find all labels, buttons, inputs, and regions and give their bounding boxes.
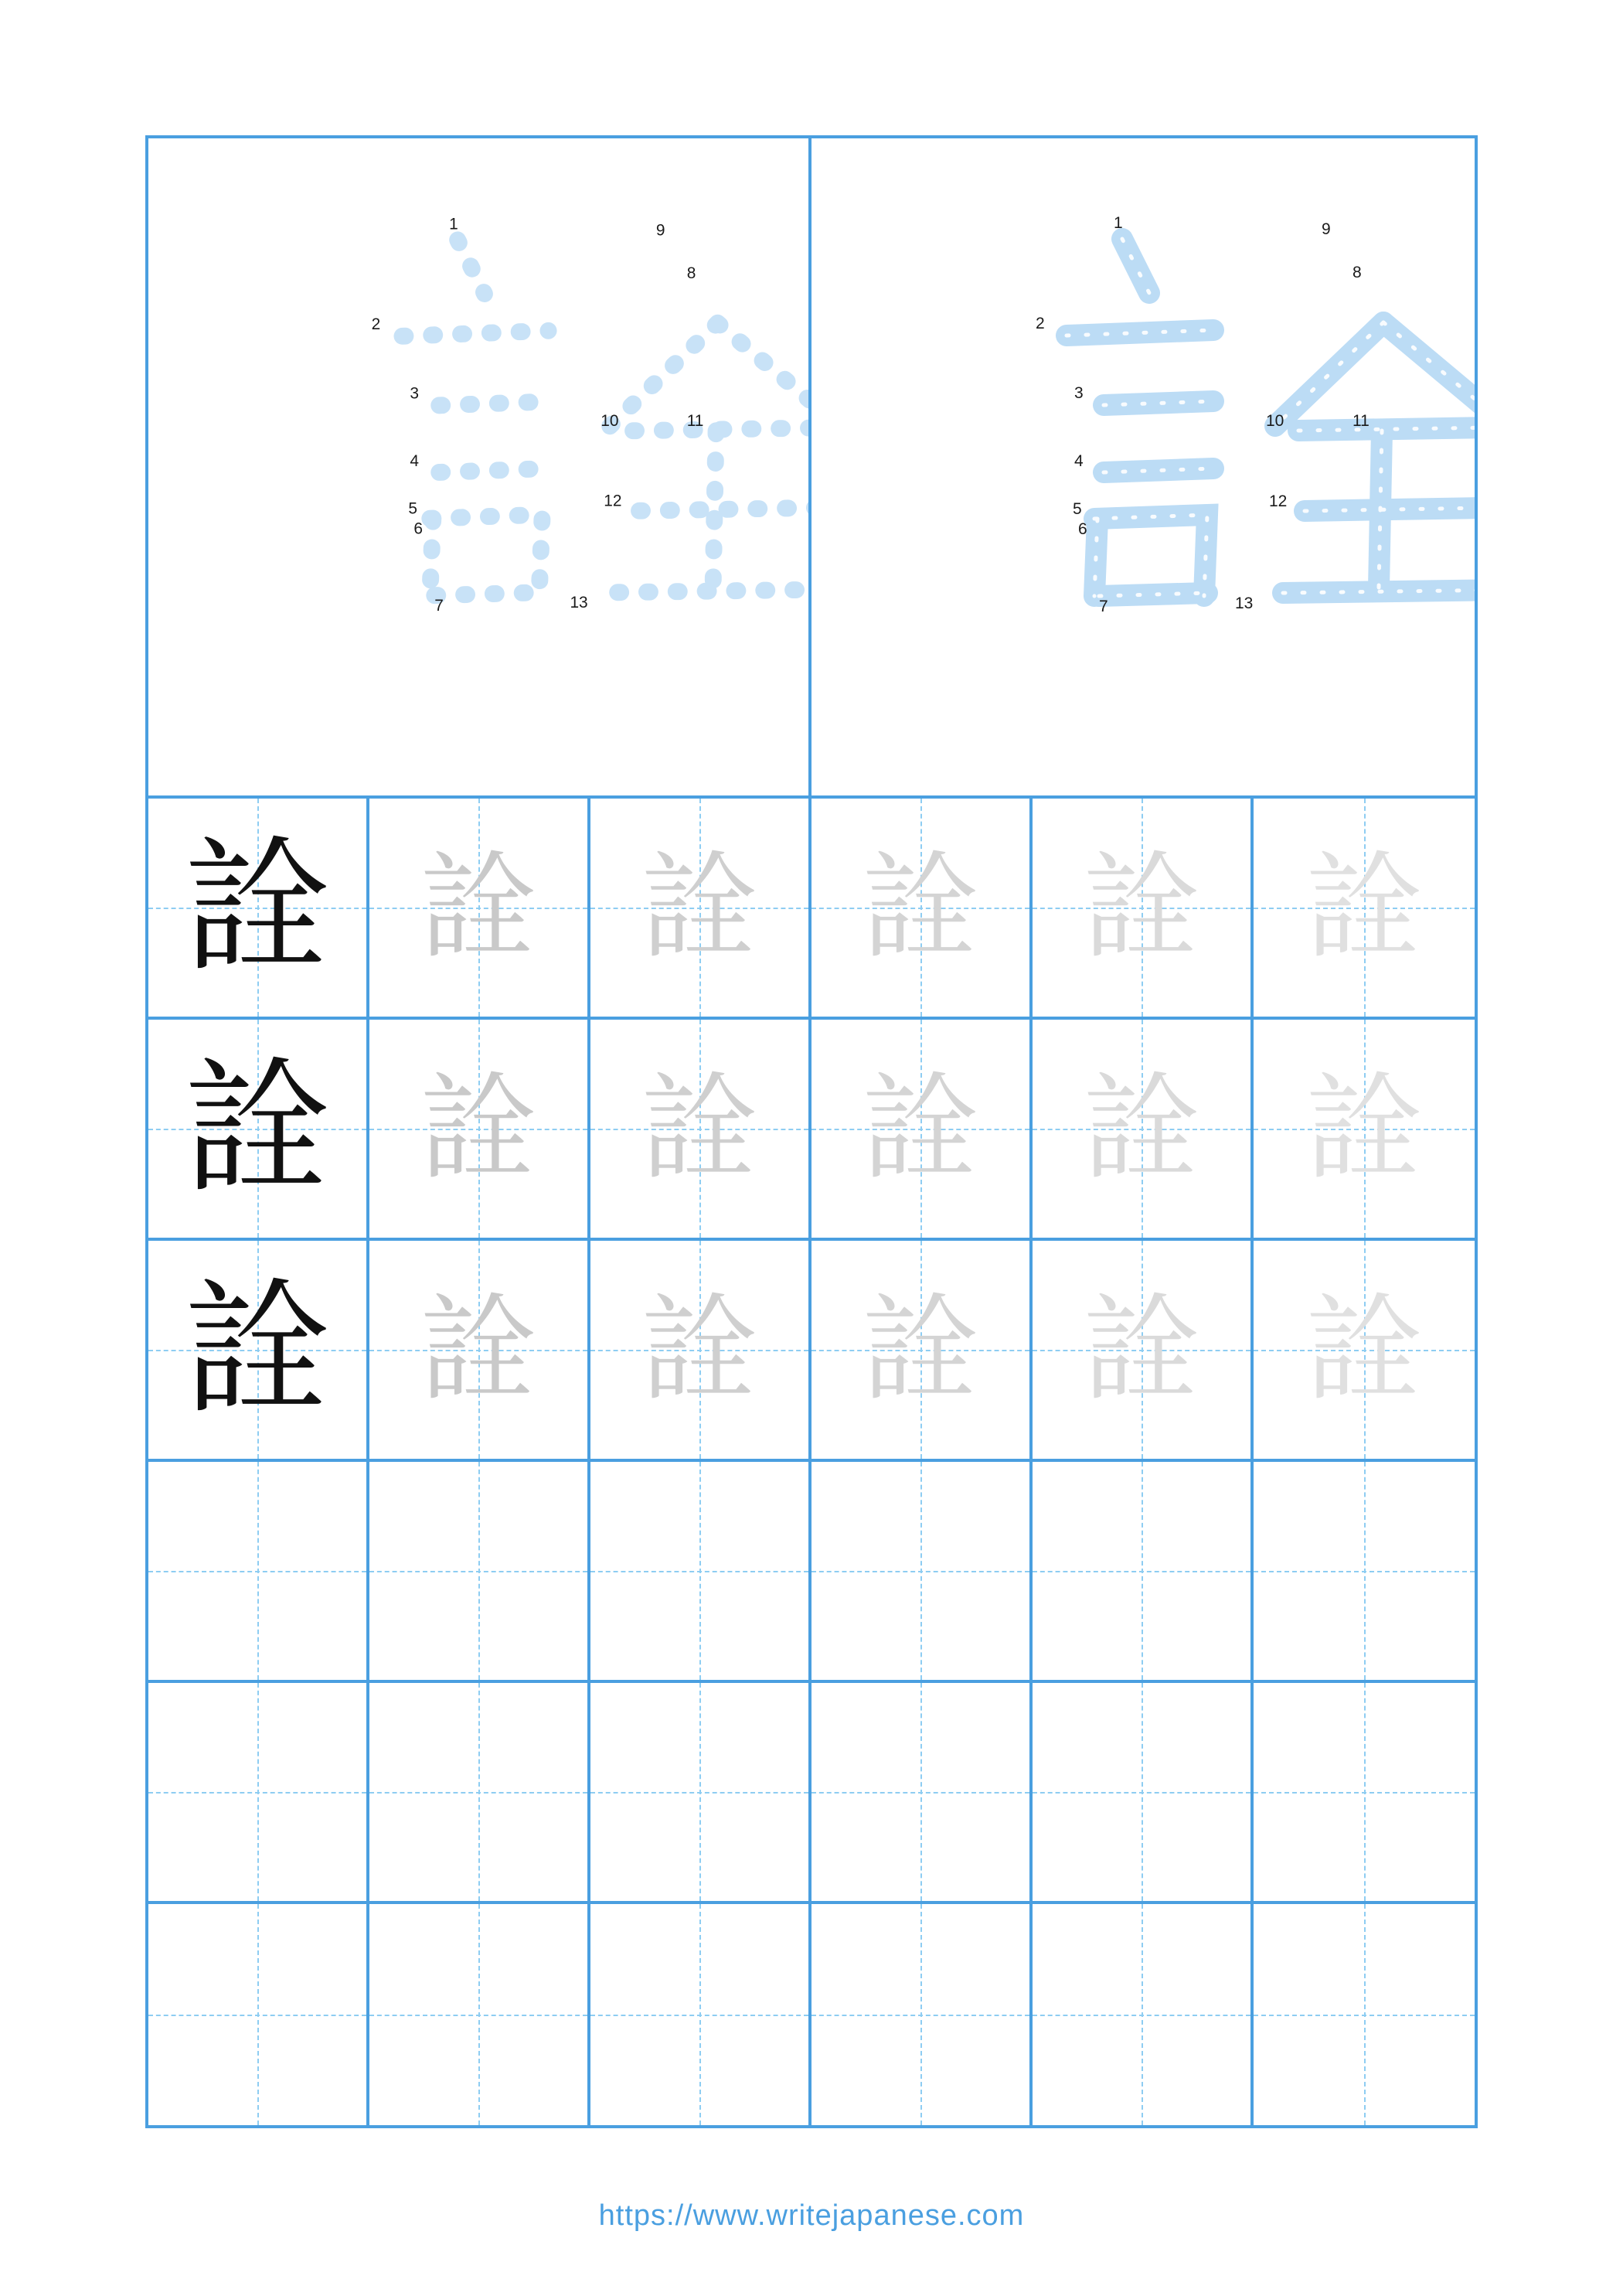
stroke-number: 10 <box>601 412 619 431</box>
guide-vertical <box>920 1462 922 1680</box>
guide-vertical <box>478 1683 480 1901</box>
practice-cell-trace[interactable] <box>369 1020 590 1238</box>
trace-character: 詮 <box>641 840 757 975</box>
stroke-number: 1 <box>1114 214 1123 232</box>
trace-character: 詮 <box>1305 1061 1422 1196</box>
stroke-number: 7 <box>434 597 444 615</box>
practice-row-5 <box>148 1683 1475 1904</box>
practice-cell-trace[interactable] <box>1033 799 1254 1017</box>
stroke-number: 13 <box>570 594 588 612</box>
model-character: 詮 <box>185 1044 330 1213</box>
guide-vertical <box>257 1683 259 1901</box>
stroke-number: 12 <box>604 492 622 510</box>
stroke-number: 7 <box>1099 598 1108 615</box>
practice-cell-model[interactable] <box>148 1241 369 1459</box>
practice-cell-trace[interactable] <box>1033 1020 1254 1238</box>
practice-row-3 <box>148 1241 1475 1462</box>
guide-vertical <box>1364 1462 1366 1680</box>
practice-cell-trace[interactable] <box>590 799 812 1017</box>
stroke-number: 4 <box>410 452 420 471</box>
practice-row-2 <box>148 1020 1475 1241</box>
practice-row-4 <box>148 1462 1475 1683</box>
guide-vertical <box>1142 1683 1143 1901</box>
trace-character: 詮 <box>641 1283 757 1417</box>
guide-horizontal <box>590 1571 808 1572</box>
practice-cell-empty[interactable] <box>369 1904 590 2125</box>
stroke-order-solid-cell <box>812 138 1475 795</box>
stroke-number: 5 <box>1073 500 1082 518</box>
guide-horizontal <box>812 1792 1029 1794</box>
stroke-order-solid-diagram <box>812 138 1475 795</box>
worksheet-sheet <box>145 135 1478 2172</box>
stroke-order-demo-row <box>145 135 1478 799</box>
guide-horizontal <box>369 1571 587 1572</box>
stroke-number: 10 <box>1266 412 1284 430</box>
guide-horizontal <box>148 1792 366 1794</box>
trace-character: 詮 <box>862 1283 978 1417</box>
guide-vertical <box>699 1683 701 1901</box>
stroke-number: 2 <box>1036 315 1045 332</box>
practice-row-1 <box>148 799 1475 1020</box>
guide-vertical <box>478 1904 480 2125</box>
stroke-number: 9 <box>1322 220 1331 238</box>
practice-grid <box>145 799 1478 2128</box>
trace-character: 詮 <box>420 840 536 975</box>
practice-cell-empty[interactable] <box>590 1683 812 1901</box>
practice-cell-model[interactable] <box>148 1020 369 1238</box>
trace-character: 詮 <box>1083 1061 1199 1196</box>
guide-horizontal <box>369 1792 587 1794</box>
practice-cell-empty[interactable] <box>1033 1904 1254 2125</box>
stroke-number: 1 <box>449 215 458 233</box>
practice-cell-trace[interactable] <box>1254 1241 1475 1459</box>
model-character: 詮 <box>185 823 330 992</box>
guide-horizontal <box>812 1571 1029 1572</box>
stroke-number: 3 <box>410 384 420 403</box>
trace-character: 詮 <box>1305 1283 1422 1417</box>
practice-cell-trace[interactable] <box>369 799 590 1017</box>
practice-cell-trace[interactable] <box>1033 1241 1254 1459</box>
trace-character: 詮 <box>862 1061 978 1196</box>
practice-cell-empty[interactable] <box>148 1683 369 1901</box>
guide-horizontal <box>590 1792 808 1794</box>
guide-horizontal <box>1033 2015 1250 2016</box>
stroke-number: 9 <box>655 221 665 240</box>
guide-vertical <box>1142 1904 1143 2125</box>
practice-cell-empty[interactable] <box>369 1462 590 1680</box>
guide-vertical <box>699 1462 701 1680</box>
practice-cell-model[interactable] <box>148 799 369 1017</box>
guide-horizontal <box>812 2015 1029 2016</box>
guide-horizontal <box>1254 1571 1475 1572</box>
trace-character: 詮 <box>1083 1283 1199 1417</box>
practice-cell-trace[interactable] <box>590 1020 812 1238</box>
stroke-order-dotted-cell <box>148 138 812 795</box>
guide-vertical <box>1364 1683 1366 1901</box>
guide-vertical <box>1364 1904 1366 2125</box>
guide-horizontal <box>1033 1792 1250 1794</box>
trace-character: 詮 <box>420 1061 536 1196</box>
practice-cell-empty[interactable] <box>812 1683 1033 1901</box>
footer-url[interactable]: https://www.writejapanese.com <box>598 2199 1025 2232</box>
guide-vertical <box>920 1904 922 2125</box>
stroke-number: 5 <box>408 499 418 518</box>
guide-vertical <box>478 1462 480 1680</box>
trace-character: 詮 <box>1083 840 1199 975</box>
guide-vertical <box>257 1462 259 1680</box>
practice-cell-trace[interactable] <box>812 799 1033 1017</box>
stroke-number: 11 <box>686 412 704 431</box>
guide-horizontal <box>148 1571 366 1572</box>
stroke-number: 13 <box>1235 594 1254 612</box>
guide-horizontal <box>1033 1571 1250 1572</box>
stroke-number: 6 <box>413 519 424 538</box>
practice-cell-trace[interactable] <box>1254 1020 1475 1238</box>
practice-cell-empty[interactable] <box>590 1462 812 1680</box>
trace-character: 詮 <box>862 840 978 975</box>
practice-cell-trace[interactable] <box>369 1241 590 1459</box>
practice-cell-trace[interactable] <box>812 1020 1033 1238</box>
stroke-order-dotted-diagram <box>148 138 808 795</box>
trace-character: 詮 <box>641 1061 757 1196</box>
practice-cell-empty[interactable] <box>590 1904 812 2125</box>
practice-row-6 <box>148 1904 1475 2125</box>
trace-character: 詮 <box>1305 840 1422 975</box>
practice-cell-empty[interactable] <box>148 1462 369 1680</box>
practice-cell-trace[interactable] <box>812 1241 1033 1459</box>
stroke-number: 8 <box>1352 264 1362 281</box>
guide-horizontal <box>1254 2015 1475 2016</box>
practice-cell-empty[interactable] <box>1033 1462 1254 1680</box>
practice-cell-trace[interactable] <box>590 1241 812 1459</box>
practice-cell-trace[interactable] <box>1254 799 1475 1017</box>
stroke-number: 6 <box>1078 520 1087 538</box>
practice-cell-empty[interactable] <box>1033 1683 1254 1901</box>
practice-cell-empty[interactable] <box>1254 1683 1475 1901</box>
guide-vertical <box>257 1904 259 2125</box>
guide-horizontal <box>369 2015 587 2016</box>
practice-cell-empty[interactable] <box>369 1683 590 1901</box>
practice-cell-empty[interactable] <box>812 1462 1033 1680</box>
practice-cell-empty[interactable] <box>1254 1904 1475 2125</box>
guide-vertical <box>1142 1462 1143 1680</box>
model-character: 詮 <box>185 1265 330 1434</box>
stroke-number: 12 <box>1269 492 1288 510</box>
practice-cell-empty[interactable] <box>812 1904 1033 2125</box>
stroke-number: 2 <box>371 315 381 333</box>
stroke-number: 11 <box>1352 412 1370 430</box>
stroke-number: 8 <box>686 264 696 283</box>
guide-horizontal <box>1254 1792 1475 1794</box>
trace-character: 詮 <box>420 1283 536 1417</box>
practice-cell-empty[interactable] <box>148 1904 369 2125</box>
guide-vertical <box>699 1904 701 2125</box>
guide-vertical <box>920 1683 922 1901</box>
guide-horizontal <box>148 2015 366 2016</box>
stroke-number: 4 <box>1074 452 1084 470</box>
stroke-number: 3 <box>1074 384 1084 402</box>
practice-cell-empty[interactable] <box>1254 1462 1475 1680</box>
guide-horizontal <box>590 2015 808 2016</box>
